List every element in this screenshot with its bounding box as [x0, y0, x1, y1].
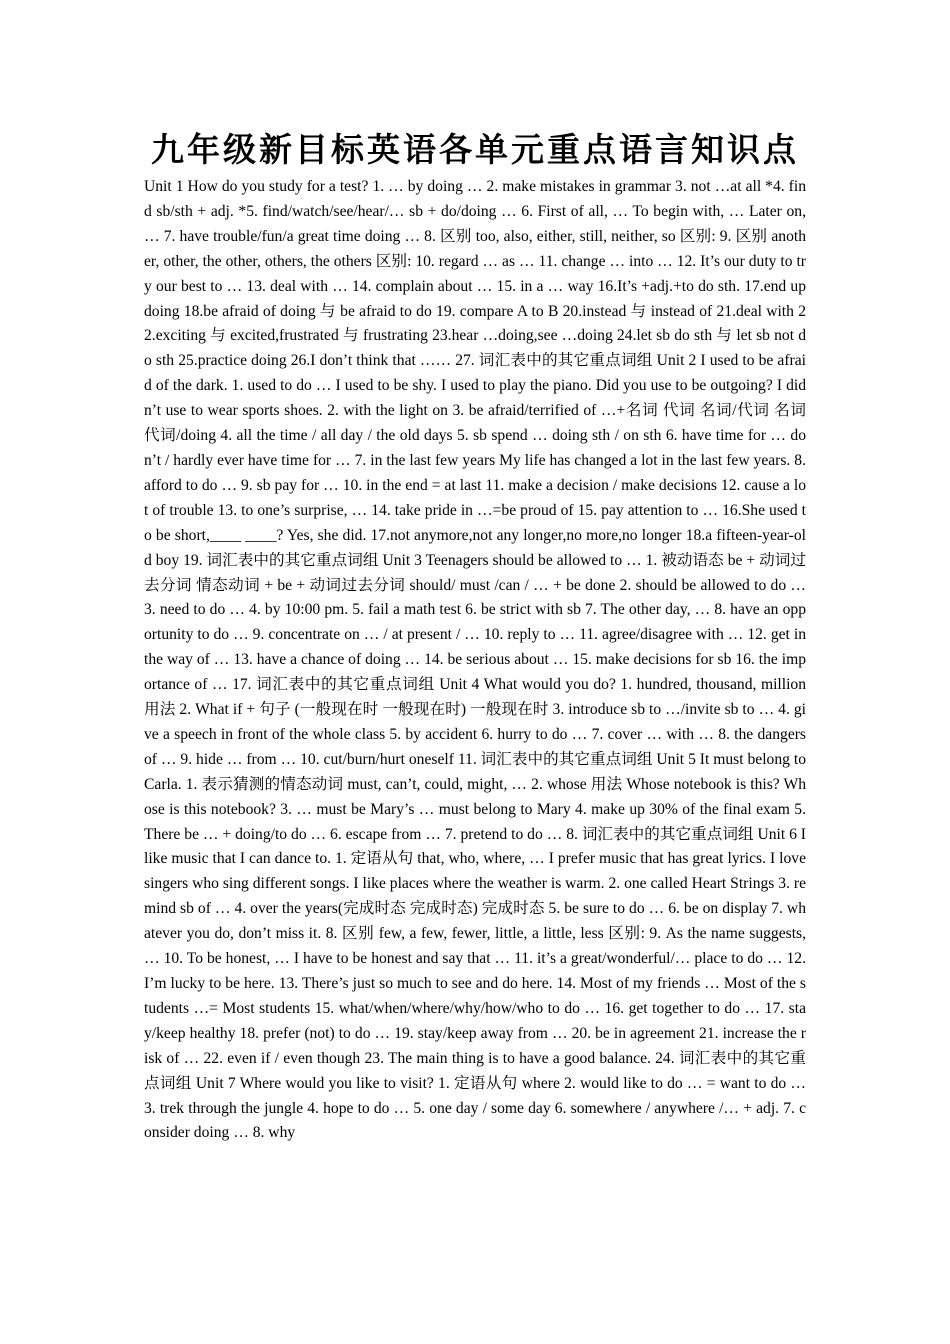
document-body-text: Unit 1 How do you study for a test? 1. … by doing … 2. make mistakes in grammar 3. not …at all *4. find sb/sth + adj. *5. find/watch/see/hear/… sb + do/doing … 6. First of all, … To begin with, … Later on, … 7. have trouble/fun/a great time doing … 8. 区别 too, also, either, still, neither, so 区别: 9. 区别 another, other, the other, others, the others 区别: 10. regard … as … 11. change … into … 12. It’s our duty to try our best to … 13. deal with … 14. complain about … 15. in a … way 16.It’s +adj.+to do sth. 17.end up doing 18.be afraid of doing 与 be afraid to do 19. compare A to B 20.instead 与 instead of 21.deal with 22.exciting 与 excited,frustrated 与 frustrating 23.hear …doing,see …doing 24.let sb do sth 与 let sb not do sth 25.practice doing 26.I don’t think that …… 27. 词汇表中的其它重点词组 Unit 2 I used to be afraid of the dark. 1. used to do … I used to be shy. I used to play the piano. Did you use to be outgoing? I didn’t use to wear sports shoes. 2. with the light on 3. be afraid/terrified of …+名词 代词 名词/代词 名词 代词/doing 4. all the time / all day / the old days 5. sb spend … doing sth / on sth 6. have time for … don’t / hardly ever have time for … 7. in the last few years My life has changed a lot in the last few years. 8. afford to do … 9. sb pay for … 10. in the end = at last 11. make a decision / make decisions 12. cause a lot of trouble 13. to one’s surprise, … 14. take pride in …=be proud of 15. pay attention to … 16.She used to be short,____ ____? Yes, she did. 17.not anymore,not any longer,no more,no longer 18.a fifteen-year-old boy 19. 词汇表中的其它重点词组 Unit 3 Teenagers should be allowed to … 1. 被动语态 be + 动词过去分词 情态动词 + be + 动词过去分词 should/ must /can / … + be done 2. should be allowed to do … 3. need to do … 4. by 10:00 pm. 5. fail a math test 6. be strict with sb 7. The other day, … 8. have an opportunity to do … 9. concentrate on … / at present / … 10. reply to … 11. agree/disagree with … 12. get in the way of … 13. have a chance of doing … 14. be serious about … 15. make decisions for sb 16. the importance of … 17. 词汇表中的其它重点词组 Unit 4 What would you do? 1. hundred, thousand, million 用法 2. What if + 句子 (一般现在时 一般现在时) 一般现在时 3. introduce sb to …/invite sb to … 4. give a speech in front of the whole class 5. by accident 6. hurry to do … 7. cover … with … 8. the dangers of … 9. hide … from … 10. cut/burn/hurt oneself 11. 词汇表中的其它重点词组 Unit 5 It must belong to Carla. 1. 表示猜测的情态动词 must, can’t, could, might, … 2. whose 用法 Whose notebook is this? Whose is this notebook? 3. … must be Mary’s … must belong to Mary 4. make up 30% of the final exam 5. There be … + doing/to do … 6. escape from … 7. pretend to do … 8. 词汇表中的其它重点词组 Unit 6 I like music that I can dance to. 1. 定语从句 that, who, where, … I prefer music that has great lyrics. I love singers who sing different songs. I like places where the weather is warm. 2. one called Heart Strings 3. remind sb of … 4. over the years(完成时态 完成时态) 完成时态 5. be sure to do … 6. be on display 7. whatever you do, don’t miss it. 8. 区别 few, a few, fewer, little, a little, less 区别: 9. As the name suggests, … 10. To be honest, … I have to be honest and say that … 11. it’s a great/wonderful/… place to do … 12. I’m lucky to be here. 13. There’s just so much to see and do here. 14. Most of my friends … Most of the students …= Most students 15. what/when/where/why/how/who to do … 16. get together to do … 17. stay/keep healthy 18. prefer (not) to do … 19. stay/keep away from … 20. be in agreement 21. increase the risk of … 22. even if / even though 23. The main thing is to have a good balance. 24. 词汇表中的其它重点词组 Unit 7 Where would you like to visit? 1. 定语从句 where 2. would like to do … = want to do … 3. trek through the jungle 4. hope to do … 5. one day / some day 6. somewhere / anywhere /… + adj. 7. consider doing … 8. why — [144, 178, 806, 1142]
document-page — [144, 128, 806, 1146]
document-title: 九年级新目标英语各单元重点语言知识点 — [151, 130, 799, 169]
